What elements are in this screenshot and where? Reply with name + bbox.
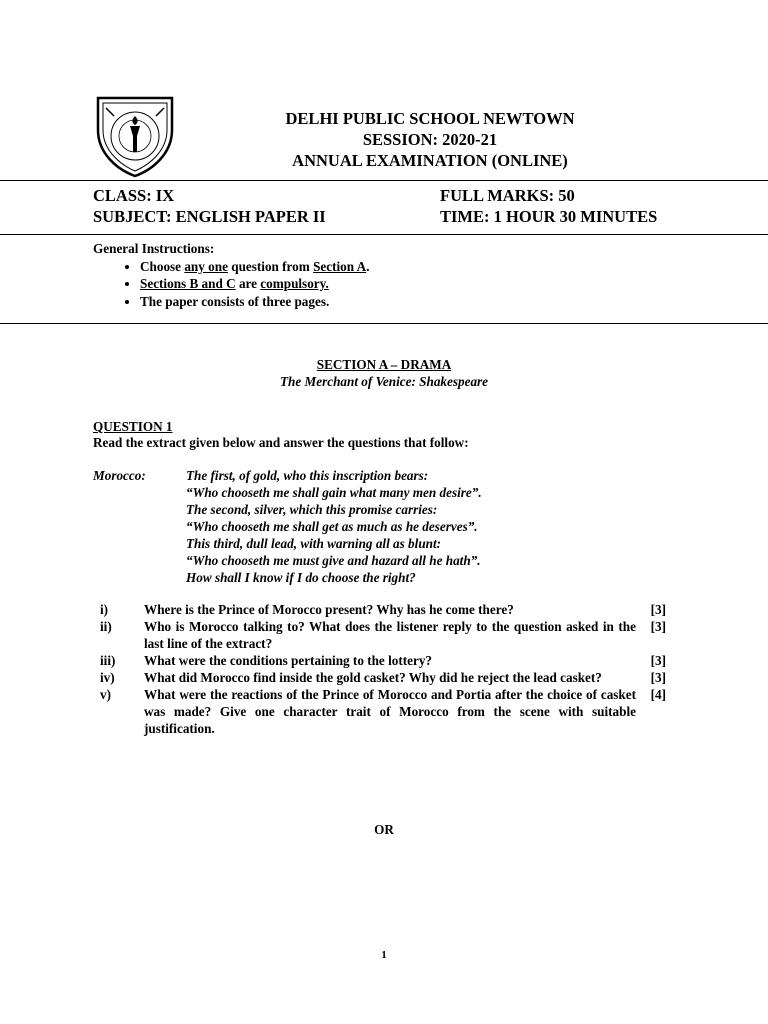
instruction-item [140,275,369,293]
instruction-text: Choose [140,258,185,274]
section-title [0,356,768,373]
extract-line: This third, dull lead, with warning all as blunt: [186,536,442,551]
sub-question-marks: [3] [650,670,666,685]
sub-question-number: ii) [100,619,112,634]
subject-label: SUBJECT: ENGLISH PAPER II [93,207,326,226]
exam-title: ANNUAL EXAMINATION (ONLINE) [292,151,568,170]
session: SESSION: 2020-21 [362,130,498,149]
sub-question [100,669,666,686]
sub-question-marks: [3] [650,602,666,617]
sub-question [100,601,666,618]
class-subject-block [93,185,326,227]
instruction-text: . [366,258,370,274]
sub-question-text: What were the conditions pertaining to the lottery? [144,653,433,668]
extract-line: “Who chooseth me must give and hazard all he hath”. [186,553,481,568]
sub-question-number: v) [100,687,111,702]
time-label: TIME: 1 HOUR 30 MINUTES [440,207,658,226]
sub-question-marks: [3] [650,619,666,634]
sub-question-number: iii) [100,653,116,668]
sub-question-number: i) [100,602,109,617]
sub-question [100,652,666,669]
instruction-text: The paper consists of three pages. [140,293,330,309]
instruction-emphasis: Section A [313,258,367,274]
extract-line: The second, silver, which this promise carries: [186,502,438,517]
school-crest-logo [92,92,178,178]
instruction-emphasis: Sections B and C [140,276,236,291]
sub-question-marks: [4] [650,687,666,702]
sub-question [100,686,666,737]
extract-line: “Who chooseth me shall gain what many men desire”. [186,485,482,500]
sub-question-text: Who is Morocco talking to? What does the listener reply to the question asked in the last line of the extract? [144,619,636,651]
or-separator: OR [374,822,394,837]
instruction-item [140,293,369,311]
exam-header [200,108,660,171]
question-heading: QUESTION 1 [93,419,173,434]
sub-question-text: What were the reactions of the Prince of Morocco and Portia after the choice of casket was made? Give one character trait of Morocco from the scene with suitable justification. [144,687,636,736]
extract-line: “Who chooseth me shall get as much as he deserves”. [186,519,478,534]
instruction-text: question from [227,258,314,274]
instructions-heading: General Instructions: [93,241,215,256]
section-subtitle: The Merchant of Venice: Shakespeare [279,374,489,389]
sub-question-text: Where is the Prince of Morocco present? Why has he come there? [144,602,514,617]
instruction-emphasis: any one [184,258,228,274]
section-title-text: SECTION A – DRAMA [316,357,452,372]
page-number: 1 [381,949,387,961]
question-intro: Read the extract given below and answer the questions that follow: [93,435,469,450]
extract-text [186,467,482,586]
sub-question-marks: [3] [650,653,666,668]
extract-line: How shall I know if I do choose the right? [186,570,416,585]
sub-question-number: iv) [100,670,115,685]
instruction-item [140,258,369,276]
instructions-list [93,258,369,311]
divider-2 [0,234,768,235]
extract-line: The first, of gold, who this inscription bears: [186,468,429,483]
divider-1 [0,180,768,181]
full-marks-label: FULL MARKS: 50 [440,186,575,205]
sub-questions [100,601,666,737]
instruction-text: are [235,276,261,291]
marks-time-block [440,185,657,227]
general-instructions [93,240,369,310]
sub-question [100,618,666,652]
class-label: CLASS: IX [93,186,175,205]
divider-3 [0,323,768,324]
sub-question-text: What did Morocco find inside the gold casket? Why did he reject the lead casket? [144,670,602,685]
speaker-name: Morocco: [93,468,146,483]
school-name: DELHI PUBLIC SCHOOL NEWTOWN [285,109,575,128]
instruction-emphasis: compulsory. [260,276,329,291]
